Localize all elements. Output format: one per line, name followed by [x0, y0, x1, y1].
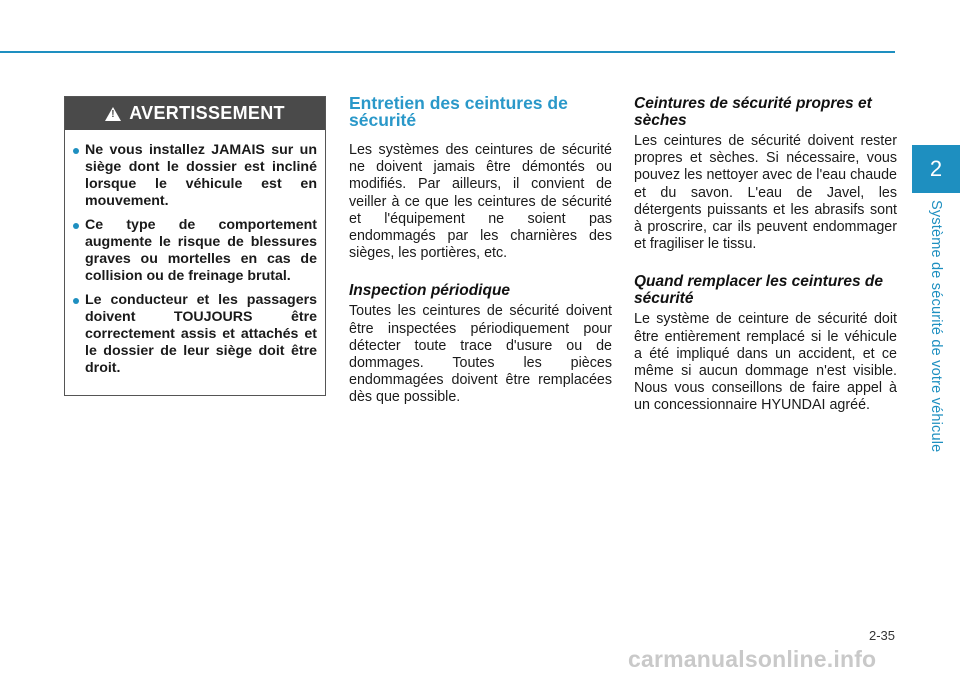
warning-item: Ne vous installez JAMAIS sur un siège dont le dossier est incliné lorsque le véhicule est en mouvement.: [85, 142, 317, 209]
section-text-maintenance: Les systèmes des ceintures de sécurité ne doivent jamais être démontés ou modifiés. Par ailleurs, il convient de veiller à ce que les ceintures de sécurité et l'équipement ne soient pas endommagés par les charnières des sièges, les portières, etc.: [349, 142, 612, 262]
warning-list: [65, 130, 325, 377]
right-column: [634, 95, 897, 435]
warning-item: Ce type de comportement augmente le risque de blessures graves ou mortelles en cas de collision ou de freinage brutal.: [85, 217, 317, 284]
page-number: 2-35: [868, 628, 895, 643]
chapter-title: Système de sécurité de votre véhicule: [928, 200, 944, 453]
header-rule: [0, 51, 895, 53]
section-text-inspection: Toutes les ceintures de sécurité doivent être inspectées périodiquement pour détecter toute trace d'usure ou de dommages. Toutes les pièces endommagées doivent être remplacées dès que possible.: [349, 303, 612, 406]
section-title-clean: Ceintures de sécurité propres et sèches: [634, 95, 872, 129]
warning-item: Le conducteur et les passagers doivent TOUJOURS être correctement assis et attachés et le dossier de leur siège doit être droit.: [85, 292, 317, 376]
chapter-number: 2: [929, 156, 943, 181]
warning-header: [65, 97, 325, 130]
section-text-clean: Les ceintures de sécurité doivent rester propres et sèches. Si nécessaire, vous pouvez les nettoyer avec de l'eau chaude et du savon. L'eau de Javel, les détergents puissants et les abrasifs sont à proscrire, car ils peuvent endommager et fragiliser le tissu.: [634, 133, 897, 253]
section-text-replace: Le système de ceinture de sécurité doit être entièrement remplacé si le véhicule a été impliqué dans un accident, et ce même si aucun dommage n'est visible. Nous vous conseillons de faire appel à un concessionnaire HYUNDAI agréé.: [634, 311, 897, 414]
middle-column: [349, 95, 612, 427]
section-title-maintenance: Entretien des ceintures de sécurité: [349, 93, 568, 130]
warning-triangle-icon: [105, 107, 121, 121]
section-title-replace: Quand remplacer les ceintures de sécurité: [634, 273, 883, 308]
warning-title: AVERTISSEMENT: [129, 103, 285, 123]
warning-box: [64, 96, 326, 396]
section-title-inspection: Inspection périodique: [349, 282, 511, 300]
watermark: carmanualsonline.info: [628, 646, 877, 672]
chapter-tab: [912, 145, 960, 193]
